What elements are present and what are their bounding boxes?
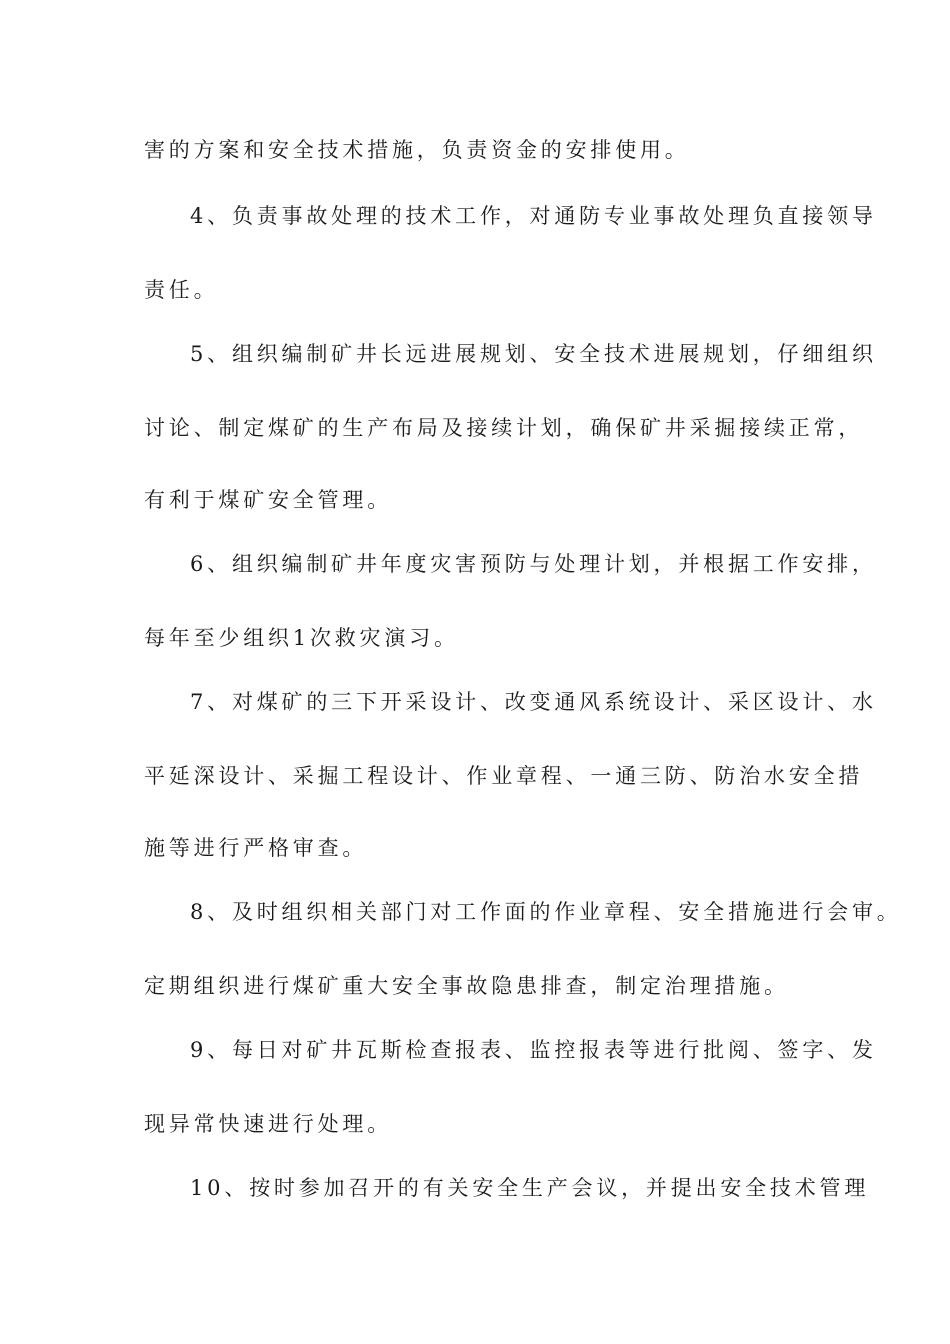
- paragraph-10-line-1: 10、按时参加召开的有关安全生产会议，并提出安全技术管理: [190, 1176, 870, 1200]
- paragraph-4-line-1: 4、负责事故处理的技术工作，对通防专业事故处理负直接领导: [190, 204, 877, 228]
- text-line: 施等进行严格审查。: [144, 836, 368, 860]
- text-line: 平延深设计、采掘工程设计、作业章程、一通三防、防治水安全措: [144, 764, 864, 788]
- text-line: 定期组织进行煤矿重大安全事故隐患排查，制定治理措施。: [144, 974, 789, 998]
- paragraph-9-line-1: 9、每日对矿井瓦斯检查报表、监控报表等进行批阅、签字、发: [190, 1038, 877, 1062]
- text-line: 害的方案和安全技术措施，负责资金的安排使用。: [144, 138, 690, 162]
- paragraph-7-line-1: 7、对煤矿的三下开采设计、改变通风系统设计、采区设计、水: [190, 690, 877, 714]
- text-line: 每年至少组织1次救灾演习。: [144, 626, 459, 650]
- text-line: 有利于煤矿安全管理。: [144, 488, 392, 512]
- paragraph-5-line-1: 5、组织编制矿井长远进展规划、安全技术进展规划，仔细组织: [190, 342, 877, 366]
- text-line: 讨论、制定煤矿的生产布局及接续计划，确保矿井采掘接续正常，: [144, 416, 864, 440]
- paragraph-8-line-1: 8、及时组织相关部门对工作面的作业章程、安全措施进行会审。: [190, 900, 902, 924]
- paragraph-6-line-1: 6、组织编制矿井年度灾害预防与处理计划，并根据工作安排，: [190, 552, 877, 576]
- text-line: 现异常快速进行处理。: [144, 1112, 392, 1136]
- text-line: 责任。: [144, 278, 219, 302]
